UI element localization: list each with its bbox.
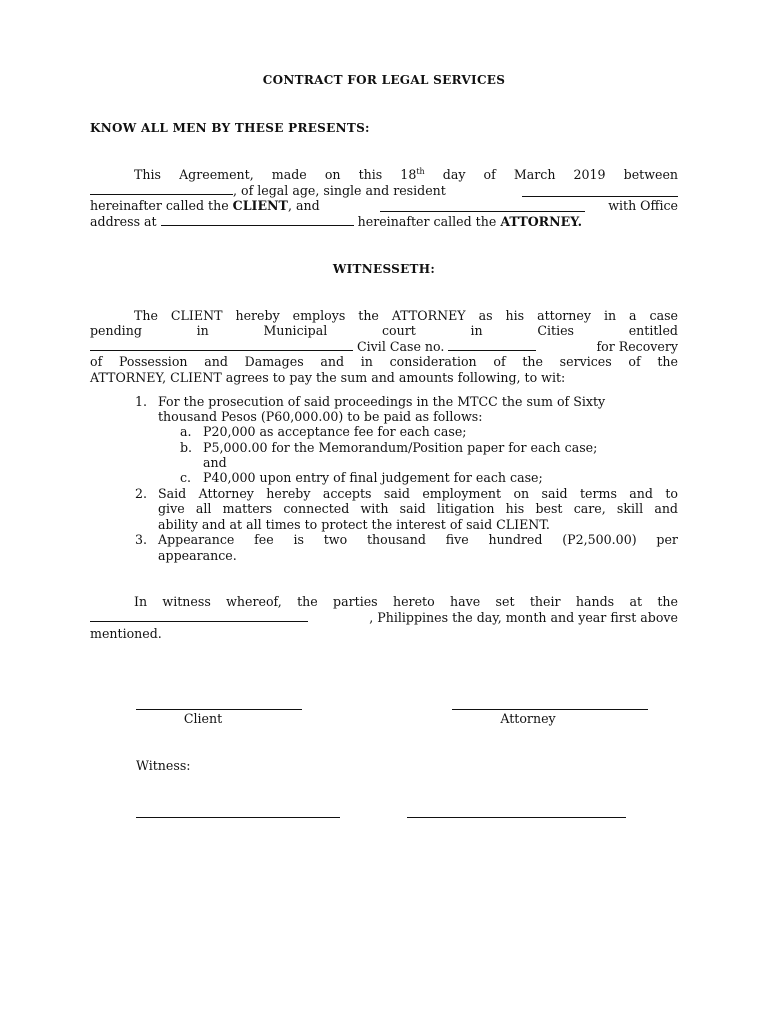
witnesseth-heading: WITNESSETH: — [332, 262, 436, 276]
case-number-blank — [448, 339, 536, 351]
subitem-c-text: P40,000 upon entry of final judgement for each case; — [203, 470, 543, 485]
body-line-4: of Possession and Damages and in consideration of the services of the — [90, 354, 678, 369]
intro-line-3: hereinafter called the CLIENT, and with Office — [90, 198, 678, 213]
body-line-3: Civil Case no. for Recovery — [90, 339, 678, 355]
attorney-name-blank — [380, 200, 585, 212]
office-address-blank — [161, 214, 354, 226]
opening-heading: KNOW ALL MEN BY THESE PRESENTS: — [90, 121, 370, 135]
subitem-b-text-cont: and — [203, 455, 227, 470]
witness-2-signature-line — [407, 817, 626, 818]
closing-line-3: mentioned. — [90, 626, 162, 641]
residence-blank — [522, 185, 678, 197]
closing-line-1: In witness whereof, the parties hereto have set their hands at the — [134, 594, 678, 609]
item-3-line-2: appearance. — [158, 548, 237, 563]
case-title-blank — [90, 339, 353, 351]
subitem-a-label: a. — [180, 424, 192, 439]
item-2-number: 2. — [135, 486, 148, 501]
item-2-line-2: give all matters connected with said litigation his best care, skill and — [158, 501, 678, 516]
intro-line-1: This Agreement, made on this 18th day of March 2019 between — [134, 166, 679, 182]
witness-1-signature-line — [136, 817, 340, 818]
document-title: CONTRACT FOR LEGAL SERVICES — [262, 73, 506, 87]
body-line-5: ATTORNEY, CLIENT agrees to pay the sum and amounts following, to wit: — [90, 370, 566, 385]
item-3-number: 3. — [135, 532, 148, 547]
intro-line-2: , of legal age, single and resident — [90, 183, 678, 199]
client-signature-line — [136, 709, 302, 710]
item-3-line-1: Appearance fee is two thousand five hundred (P2,500.00) per — [158, 532, 678, 547]
attorney-signature-line — [452, 709, 648, 710]
subitem-c-label: c. — [180, 470, 192, 485]
subitem-b-text: P5,000.00 for the Memorandum/Position paper for each case; — [203, 440, 598, 455]
client-name-blank — [90, 183, 233, 195]
attorney-signature-label: Attorney — [500, 711, 556, 726]
body-line-1: The CLIENT hereby employs the ATTORNEY as his attorney in a case — [134, 308, 678, 323]
witness-label: Witness: — [136, 758, 191, 773]
item-1-number: 1. — [135, 394, 148, 409]
intro-line-4: address at hereinafter called the ATTORNEY. — [90, 214, 582, 229]
body-line-2: pending in Municipal court in Cities entitled — [90, 323, 678, 338]
item-1-line-1: For the prosecution of said proceedings in the MTCC the sum of Sixty — [158, 394, 606, 409]
subitem-a-text: P20,000 as acceptance fee for each case; — [203, 424, 467, 439]
subitem-b-label: b. — [180, 440, 193, 455]
item-1-line-2: thousand Pesos (P60,000.00) to be paid as follows: — [158, 409, 483, 424]
closing-line-2: , Philippines the day, month and year first above — [90, 610, 678, 626]
item-2-line-1: Said Attorney hereby accepts said employment on said terms and to — [158, 486, 678, 501]
client-signature-label: Client — [183, 711, 223, 726]
item-2-line-3: ability and at all times to protect the interest of said CLIENT. — [158, 517, 550, 532]
place-blank — [90, 610, 308, 622]
